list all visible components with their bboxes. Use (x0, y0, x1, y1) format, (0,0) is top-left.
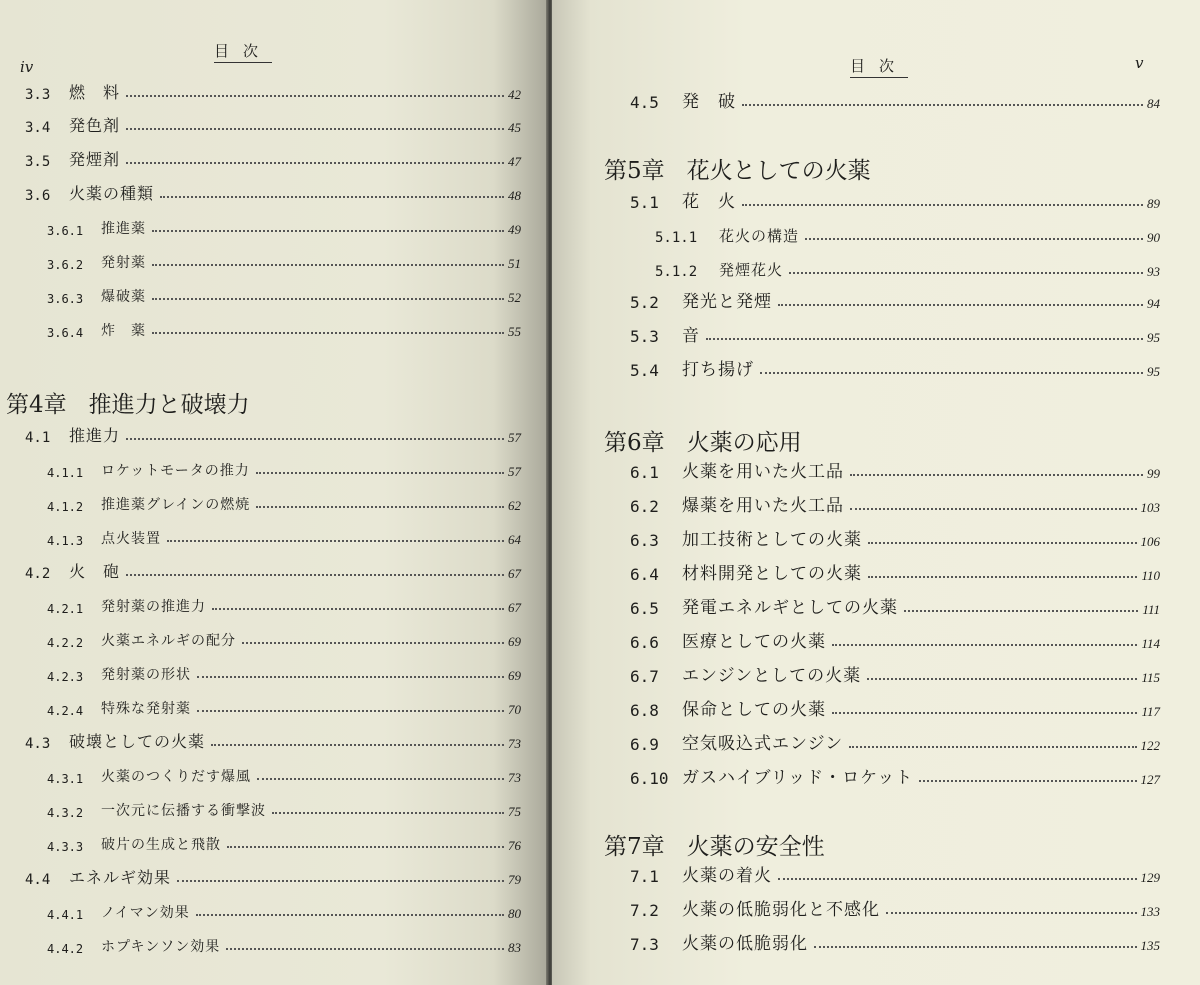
toc-subsection-row (47, 314, 521, 340)
section-title: 加工技術としての火薬 (682, 530, 862, 550)
page-reference: 79 (508, 872, 521, 887)
dot-leader (126, 95, 504, 97)
dot-leader (832, 644, 1137, 646)
page-reference: 57 (508, 430, 521, 445)
dot-leader (226, 948, 504, 950)
page-reference: 133 (1140, 904, 1160, 919)
section-number: 4.3 (25, 736, 51, 752)
section-number: 5.1.2 (655, 264, 698, 280)
section-number: 6.9 (630, 735, 659, 754)
toc-section-row (630, 660, 1160, 686)
chapter-number: 第5章 (604, 158, 665, 184)
toc-section-row (25, 110, 521, 136)
section-number: 4.2.4 (47, 704, 84, 718)
page-reference: 95 (1147, 330, 1160, 345)
right-page-number: v (1135, 54, 1144, 72)
dot-leader (160, 196, 504, 198)
section-title: 破壊としての火薬 (69, 732, 206, 751)
toc-subsection-row (47, 896, 521, 922)
section-number: 6.4 (630, 565, 659, 584)
section-title: 材料開発としての火薬 (682, 564, 862, 584)
toc-subsection-row (47, 454, 521, 480)
dot-leader (778, 878, 1137, 880)
section-title: 火 砲 (69, 562, 121, 581)
page-reference: 89 (1147, 196, 1160, 211)
section-number: 3.6.1 (47, 224, 84, 238)
page-reference: 47 (508, 154, 521, 169)
toc-section-row (630, 524, 1160, 550)
toc-section-row (630, 490, 1160, 516)
dot-leader (850, 474, 1143, 476)
section-title: 発色剤 (69, 116, 121, 135)
section-title: 発 破 (682, 92, 736, 112)
section-number: 3.6.4 (47, 326, 84, 340)
dot-leader (778, 304, 1143, 306)
dot-leader (760, 372, 1143, 374)
dot-leader (706, 338, 1143, 340)
section-number: 3.6 (25, 188, 51, 204)
toc-section-row (25, 556, 521, 582)
toc-section-row (25, 144, 521, 170)
section-number: 3.6.2 (47, 258, 84, 272)
chapter-number: 第6章 (604, 430, 665, 456)
page-reference: 73 (508, 736, 521, 751)
section-title: 爆薬を用いた火工品 (682, 496, 844, 516)
chapter-number: 第4章 (6, 392, 67, 418)
section-title: ホプキンソン効果 (101, 939, 221, 955)
section-title: 火薬を用いた火工品 (682, 462, 844, 482)
page-reference: 129 (1140, 870, 1160, 885)
page-reference: 51 (508, 256, 521, 271)
section-number: 4.3.2 (47, 806, 84, 820)
section-title: ノイマン効果 (101, 905, 190, 921)
section-title: 推進力 (69, 426, 121, 445)
toc-subsection-row (47, 692, 521, 718)
section-title: 花火の構造 (719, 227, 800, 245)
dot-leader (152, 264, 504, 266)
chapter-title: 推進力と破壊力 (88, 392, 250, 418)
section-title: ロケットモータの推力 (101, 463, 250, 479)
toc-section-row (630, 762, 1160, 788)
section-number: 4.3.3 (47, 840, 84, 854)
section-number: 5.4 (630, 361, 659, 380)
toc-subsection-row (47, 246, 521, 272)
toc-section-row (630, 456, 1160, 482)
dot-leader (850, 508, 1137, 510)
dot-leader (257, 778, 504, 780)
section-number: 6.2 (630, 497, 659, 516)
page-reference: 110 (1141, 568, 1160, 583)
toc-section-row (630, 728, 1160, 754)
toc-section-row (630, 354, 1160, 380)
section-title: 発電エネルギとしての火薬 (682, 598, 898, 618)
right-page (552, 0, 1200, 985)
toc-section-row (630, 894, 1160, 920)
dot-leader (904, 610, 1138, 612)
page-reference: 94 (1147, 296, 1160, 311)
dot-leader (868, 542, 1137, 544)
dot-leader (814, 946, 1137, 948)
toc-subsection-row (47, 280, 521, 306)
page-reference: 83 (508, 940, 521, 955)
dot-leader (256, 472, 504, 474)
toc-subsection-row (47, 522, 521, 548)
dot-leader (227, 846, 504, 848)
toc-subsection-row (47, 760, 521, 786)
dot-leader (126, 574, 504, 576)
dot-leader (832, 712, 1137, 714)
left-running-header: 目次 (214, 40, 272, 61)
section-title: ガスハイブリッド・ロケット (682, 768, 914, 788)
page-reference: 95 (1147, 364, 1160, 379)
section-number: 5.2 (630, 293, 659, 312)
section-number: 4.2.1 (47, 602, 84, 616)
section-number: 4.1.1 (47, 466, 84, 480)
dot-leader (919, 780, 1136, 782)
left-page-number: iv (20, 58, 34, 76)
toc-section-row (25, 77, 521, 103)
section-number: 4.4.1 (47, 908, 84, 922)
page-reference: 49 (508, 222, 521, 237)
page-reference: 64 (508, 532, 521, 547)
dot-leader (152, 332, 504, 334)
page-reference: 122 (1140, 738, 1160, 753)
section-title: 火薬の着火 (682, 866, 772, 886)
section-number: 6.7 (630, 667, 659, 686)
section-number: 6.10 (630, 769, 669, 788)
section-number: 4.1.3 (47, 534, 84, 548)
page-reference: 93 (1147, 264, 1160, 279)
dot-leader (242, 642, 504, 644)
toc-section-row (630, 558, 1160, 584)
chapter-heading (604, 828, 825, 861)
section-number: 4.5 (630, 93, 659, 112)
section-title: エネルギ効果 (69, 868, 172, 887)
section-title: 空気吸込式エンジン (682, 734, 844, 754)
dot-leader (272, 812, 504, 814)
dot-leader (152, 230, 504, 232)
section-number: 6.1 (630, 463, 659, 482)
page-reference: 73 (508, 770, 521, 785)
section-number: 5.1.1 (655, 230, 698, 246)
dot-leader (126, 128, 504, 130)
section-number: 3.5 (25, 154, 51, 170)
section-title: 一次元に伝播する衝撃波 (101, 803, 266, 819)
toc-section-row (630, 928, 1160, 954)
section-title: 医療としての火薬 (682, 632, 826, 652)
toc-subsection-row (47, 658, 521, 684)
section-number: 4.1 (25, 430, 51, 446)
toc-section-row (630, 626, 1160, 652)
page-reference: 114 (1141, 636, 1160, 651)
dot-leader (742, 104, 1143, 106)
dot-leader (212, 608, 504, 610)
toc-subsection-row (47, 794, 521, 820)
section-title: 発光と発煙 (682, 292, 772, 312)
section-number: 3.4 (25, 120, 51, 136)
toc-section-row (630, 860, 1160, 886)
dot-leader (805, 238, 1143, 240)
toc-section-row (630, 694, 1160, 720)
page-reference: 103 (1140, 500, 1160, 515)
section-title: 特殊な発射薬 (101, 701, 191, 717)
dot-leader (126, 162, 504, 164)
chapter-heading (604, 424, 802, 457)
page-reference: 99 (1147, 466, 1160, 481)
chapter-number: 第7章 (604, 834, 665, 860)
page-reference: 75 (508, 804, 521, 819)
section-title: 推進薬 (101, 221, 146, 237)
page-reference: 55 (508, 324, 521, 339)
section-number: 3.6.3 (47, 292, 84, 306)
page-reference: 117 (1141, 704, 1160, 719)
toc-subsection-row (47, 828, 521, 854)
section-title: 発煙剤 (69, 150, 121, 169)
section-number: 4.1.2 (47, 500, 84, 514)
section-number: 4.3.1 (47, 772, 84, 786)
dot-leader (867, 678, 1137, 680)
dot-leader (868, 576, 1137, 578)
right-running-header: 目次 (850, 55, 908, 76)
section-title: 打ち揚げ (682, 360, 754, 380)
toc-subsection-row (47, 590, 521, 616)
section-title: 炸 薬 (101, 323, 146, 339)
section-title: 発煙花火 (719, 261, 784, 279)
dot-leader (789, 272, 1143, 274)
section-title: 火薬の低脆弱化 (682, 934, 808, 954)
dot-leader (849, 746, 1136, 748)
page-reference: 80 (508, 906, 521, 921)
toc-subsection-row (655, 220, 1160, 246)
page-reference: 76 (508, 838, 521, 853)
page-reference: 52 (508, 290, 521, 305)
section-number: 4.4.2 (47, 942, 84, 956)
page-reference: 67 (508, 566, 521, 581)
toc-subsection-row (47, 930, 521, 956)
page-reference: 135 (1140, 938, 1160, 953)
section-title: 保命としての火薬 (682, 700, 826, 720)
section-title: 発射薬 (101, 255, 146, 271)
toc-section-row (25, 420, 521, 446)
section-number: 7.3 (630, 935, 659, 954)
section-number: 4.2 (25, 566, 51, 582)
section-number: 6.5 (630, 599, 659, 618)
section-number: 7.1 (630, 867, 659, 886)
chapter-title: 火薬の応用 (686, 430, 802, 456)
toc-subsection-row (47, 488, 521, 514)
toc-section-row (630, 320, 1160, 346)
toc-section-row (630, 286, 1160, 312)
page-reference: 111 (1142, 602, 1160, 617)
page-reference: 70 (508, 702, 521, 717)
page-reference: 45 (508, 120, 521, 135)
toc-section-row (630, 592, 1160, 618)
dot-leader (197, 676, 504, 678)
toc-section-row (25, 178, 521, 204)
section-number: 6.8 (630, 701, 659, 720)
page-reference: 42 (508, 87, 521, 102)
toc-subsection-row (47, 212, 521, 238)
section-title: 燃 料 (69, 83, 121, 102)
chapter-heading (6, 386, 250, 419)
left-page (0, 0, 548, 985)
toc-section-row (630, 186, 1160, 212)
dot-leader (167, 540, 504, 542)
page-reference: 48 (508, 188, 521, 203)
section-title: 火薬の種類 (69, 184, 155, 203)
dot-leader (177, 880, 504, 882)
chapter-heading (604, 152, 871, 185)
toc-section-row (25, 726, 521, 752)
section-title: 発射薬の推進力 (101, 599, 206, 615)
toc-section-row (25, 862, 521, 888)
section-number: 7.2 (630, 901, 659, 920)
page-reference: 67 (508, 600, 521, 615)
section-number: 6.6 (630, 633, 659, 652)
section-number: 4.2.3 (47, 670, 84, 684)
section-title: 火薬の低脆弱化と不感化 (682, 900, 880, 920)
section-title: 火薬エネルギの配分 (101, 633, 236, 649)
section-title: 発射薬の形状 (101, 667, 191, 683)
dot-leader (886, 912, 1137, 914)
toc-subsection-row (47, 624, 521, 650)
page-reference: 69 (508, 634, 521, 649)
page-reference: 127 (1140, 772, 1160, 787)
page-reference: 62 (508, 498, 521, 513)
toc-section-row (630, 86, 1160, 112)
chapter-title: 火薬の安全性 (686, 834, 825, 860)
section-title: エンジンとしての火薬 (682, 666, 862, 686)
chapter-title: 花火としての火薬 (686, 158, 871, 184)
section-title: 点火装置 (101, 531, 161, 547)
section-number: 3.3 (25, 87, 51, 103)
section-title: 音 (682, 326, 700, 346)
section-number: 4.4 (25, 872, 51, 888)
page-reference: 84 (1147, 96, 1160, 111)
page-reference: 57 (508, 464, 521, 479)
section-number: 5.3 (630, 327, 659, 346)
page-reference: 115 (1141, 670, 1160, 685)
section-number: 6.3 (630, 531, 659, 550)
section-number: 4.2.2 (47, 636, 84, 650)
page-reference: 106 (1140, 534, 1160, 549)
dot-leader (126, 438, 504, 440)
page-reference: 90 (1147, 230, 1160, 245)
toc-subsection-row (655, 254, 1160, 280)
dot-leader (196, 914, 504, 916)
dot-leader (211, 744, 504, 746)
section-title: 破片の生成と飛散 (101, 837, 221, 853)
section-title: 花 火 (682, 192, 736, 212)
dot-leader (256, 506, 504, 508)
section-title: 爆破薬 (101, 289, 146, 305)
section-title: 火薬のつくりだす爆風 (101, 769, 251, 785)
section-number: 5.1 (630, 193, 659, 212)
section-title: 推進薬グレインの燃焼 (101, 497, 251, 513)
dot-leader (152, 298, 504, 300)
page-reference: 69 (508, 668, 521, 683)
dot-leader (197, 710, 504, 712)
dot-leader (742, 204, 1143, 206)
